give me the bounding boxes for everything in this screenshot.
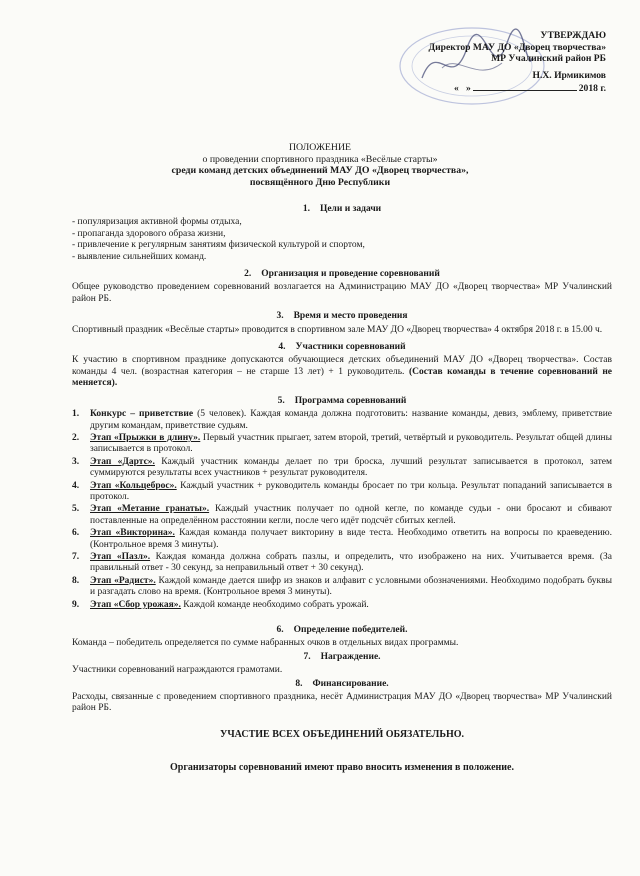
program-item: 9. Этап «Сбор урожая». Каждой команде необходимо собрать урожай. (72, 599, 369, 610)
goals-list (72, 217, 612, 263)
title-line-2: о проведении спортивного праздника «Весёлые старты» (202, 153, 438, 165)
goal-item: - популяризация активной формы отдыха, (72, 217, 242, 228)
section-text: Общее руководство проведением соревнований возлагается на Администрацию МАУ ДО «Дворец творчества» МР Учалинский район РБ. (72, 282, 612, 304)
goal-item: - привлечение к регулярным занятиям физической культурой и спортом, (72, 240, 365, 251)
program-item: 2. Этап «Прыжки в длину». Первый участник прыгает, затем второй, третий, четвёртый и руководитель. Результат общей длины записывается в протокол. (72, 432, 612, 455)
goal-item: - выявление сильнейших команд. (72, 251, 207, 262)
document-title (60, 142, 580, 188)
title-line-3: среди команд детских объединений МАУ ДО «Дворец творчества», (171, 165, 469, 177)
approval-name: Н.Х. Ирмикимов (532, 69, 606, 81)
program-item: 7. Этап «Пазл». Каждая команда должна собрать пазлы, и определить, что изображено на них. Учитывается время. (За правильный ответ - 30 секунд, за неправильный ответ + 30 секунд). (72, 551, 613, 574)
program-item: 1. Конкурс – приветствие (5 человек). Каждая команда должна подготовить: название команды, девиз, эмблему, приветствие другим командам, приветствие судьям. (72, 409, 612, 431)
program-item: 5. Этап «Метание гранаты». Каждый участник получает по одной кегле, по команде судьи - они бросают и сбивают поставленные на определённом расстоянии кегли, после чего идёт подсчёт сбитых кеглей. (72, 504, 612, 526)
footer-note: Организаторы соревнований имеют право вносить изменения в положение. (170, 762, 514, 774)
section-heading: 4. Участники соревнований (278, 342, 406, 353)
title-line-4: посвящённого Дню Республики (249, 176, 391, 188)
program-item: 6. Этап «Викторина». Каждая команда получает викторину в виде теста. Необходимо ответить на вопросы по краеведению. (Контрольное время 3 минуты). (72, 528, 612, 550)
document-body (72, 198, 612, 774)
section-heading: 2. Организация и проведение соревнований (244, 269, 440, 280)
approval-position: Директор МАУ ДО «Дворец творчества» (428, 41, 606, 53)
goal-item: - пропаганда здорового образа жизни, (72, 228, 226, 239)
title-line-1: ПОЛОЖЕНИЕ (288, 142, 352, 153)
program-item: 3. Этап «Дартс». Каждый участник команды делает по три броска, лучший результат записывается в протокол, затем суммируются результаты всех участников + результат руководителя. (72, 456, 612, 479)
section-heading: 8. Финансирование. (295, 678, 389, 689)
section-text: Спортивный праздник «Весёлые старты» проводится в спортивном зале МАУ ДО «Дворец творчества» 4 октября 2018 г. в 15.00 ч. (72, 324, 603, 335)
section-heading: 5. Программа соревнований (277, 395, 407, 406)
section-heading: 3. Время и место проведения (276, 311, 408, 322)
section-text: Расходы, связанные с проведением спортивного праздника, несёт Администрация МАУ ДО «Дворец творчества» МР Учалинский район РБ. (72, 692, 612, 714)
approval-date: « » 2018 г. (453, 83, 606, 95)
section-heading: 1. Цели и задачи (302, 204, 382, 214)
approval-block (346, 30, 606, 95)
section-text: Команда – победитель определяется по сумме набранных очков в отдельных видах программы. (72, 638, 459, 649)
section-text: Участники соревнований награждаются грамотами. (72, 665, 283, 676)
program-list (72, 409, 612, 611)
footer-mandatory: УЧАСТИЕ ВСЕХ ОБЪЕДИНЕНИЙ ОБЯЗАТЕЛЬНО. (219, 728, 465, 740)
program-item: 4. Этап «Кольцеброс». Каждый участник + руководитель команды бросает по три кольца. Результат попаданий записывается в протокол. (72, 480, 612, 502)
approval-label: УТВЕРЖДАЮ (540, 30, 606, 41)
section-text: К участию в спортивном празднике допускаются обучающиеся детских объединений МАУ ДО «Дворец творчества». Состав команды 4 чел. (возрастная категория – не старше 13 лет) + 1 руководитель. (Состав команды в течение соревнований не меняется). (72, 355, 613, 389)
section-heading: 6. Определение победителей. (276, 625, 408, 635)
section-heading: 7. Награждение. (303, 651, 381, 662)
program-item: 8. Этап «Радист». Каждой команде дается шифр из знаков и алфавит с условными обозначениями. Необходимо подобрать буквы и разгадать слово на время. (Контрольное время 3 минуты). (72, 575, 612, 598)
approval-district: МР Учалинский район РБ (491, 53, 606, 65)
